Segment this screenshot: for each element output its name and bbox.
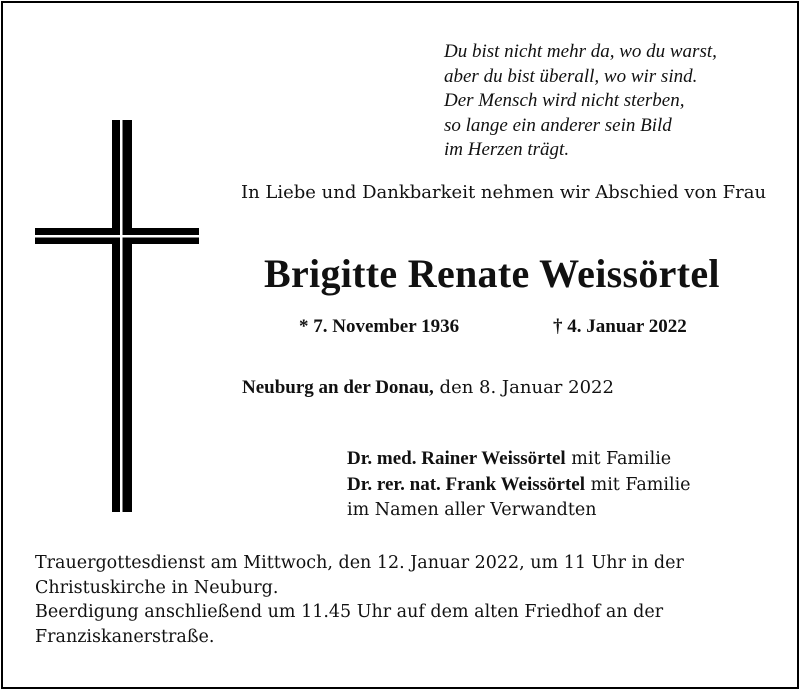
mourner-suffix: mit Familie: [590, 475, 691, 495]
poem-line: aber du bist überall, wo wir sind.: [444, 65, 698, 87]
mourner-name: Dr. rer. nat. Frank Weissörtel: [347, 474, 586, 495]
mourner-line: [347, 446, 691, 472]
service-line: Trauergottesdienst am Mittwoch, den 12. Januar 2022, um 11 Uhr in der Christuskirche in Neuburg.: [35, 553, 684, 598]
place-date: [242, 377, 614, 399]
place-city: Neuburg an der Donau,: [242, 377, 434, 398]
mourners-list: [347, 446, 691, 523]
burial-line: Beerdigung anschließend um 11.45 Uhr auf dem alten Friedhof an der Franziskanerstraße.: [35, 602, 664, 647]
poem-line: Du bist nicht mehr da, wo du warst,: [444, 41, 717, 62]
poem-line: im Herzen trägt.: [444, 139, 570, 160]
memorial-poem: [444, 40, 717, 163]
relatives-line: im Namen aller Verwandten: [347, 500, 597, 520]
mourner-line: [347, 472, 691, 498]
birth-date: * 7. November 1936: [299, 316, 460, 337]
intro-text: In Liebe und Dankbarkeit nehmen wir Abschied von Frau: [241, 182, 767, 203]
mourner-name: Dr. med. Rainer Weissörtel: [347, 448, 566, 469]
mourner-suffix: mit Familie: [571, 449, 672, 469]
death-date: † 4. Januar 2022: [553, 316, 687, 337]
deceased-name: Brigitte Renate Weissörtel: [264, 251, 720, 296]
poem-line: Der Mensch wird nicht sterben,: [444, 90, 685, 111]
notice-date: den 8. Januar 2022: [439, 377, 614, 398]
poem-line: so lange ein anderer sein Bild: [444, 114, 672, 136]
service-info: [35, 551, 785, 649]
